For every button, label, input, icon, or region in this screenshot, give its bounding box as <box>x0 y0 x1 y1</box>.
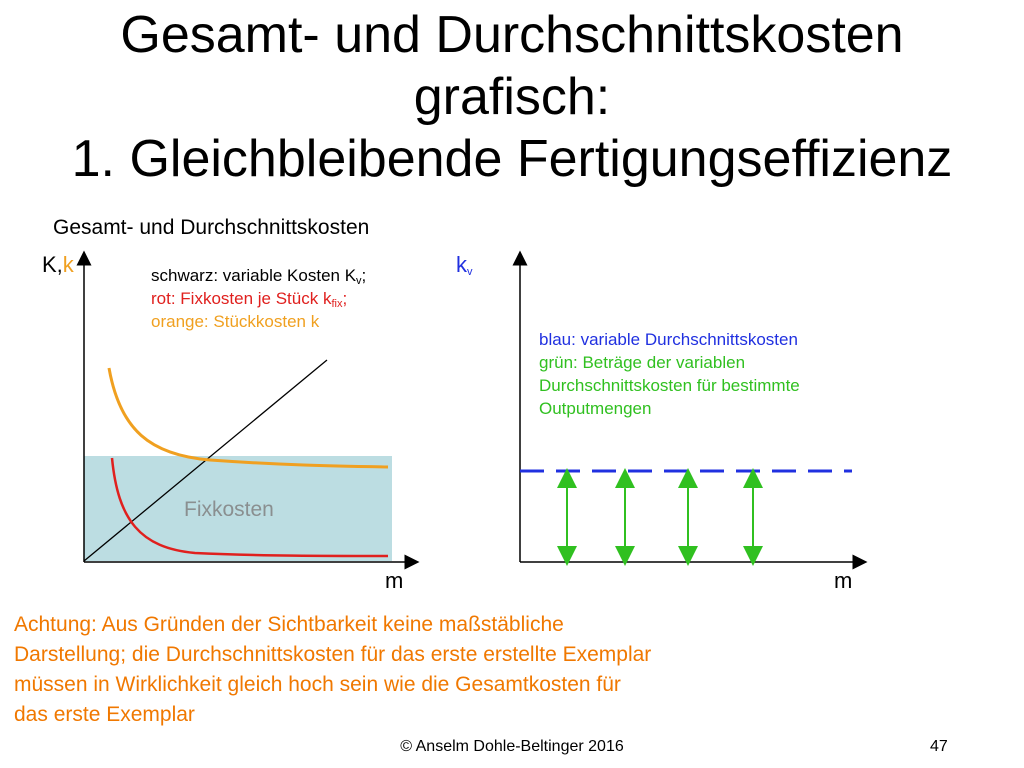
right-legend <box>539 328 800 420</box>
left-legend <box>151 264 366 333</box>
title-line-1: Gesamt- und Durchschnittskosten <box>120 6 904 64</box>
legend-black: schwarz: variable Kosten $K_v$; <box>151 266 367 287</box>
fixkosten-label: Fixkosten <box>184 498 274 521</box>
title-line-2: grafisch: <box>413 68 611 126</box>
legend-blue: blau: variable Durchschnittskosten <box>539 330 798 349</box>
note-warning: Achtung: Aus Gründen der Sichtbarkeit keine maßstäbliche Darstellung; die Durchschnittskosten für das erste erstellte Exemplar müssen in Wirklichkeit gleich hoch sein wie die Gesamtkosten für das erste Exemplar <box>14 613 652 726</box>
left-x-axis-label: m <box>385 568 404 593</box>
right-x-axis-label: m <box>834 568 853 593</box>
legend-red: rot: Fixkosten je Stück $k_{fix}$; <box>151 289 348 310</box>
y-label-K: K, <box>42 252 63 277</box>
y-label-k: k <box>62 252 74 277</box>
legend-orange: orange: Stückkosten k <box>151 312 320 331</box>
chart-subtitle: Gesamt- und Durchschnittskosten <box>53 216 370 239</box>
title-line-3: 1. Gleichbleibende Fertigungseffizienz <box>71 130 953 188</box>
unit-cost-curve <box>109 368 388 467</box>
legend-green-3: Outputmengen <box>539 399 652 418</box>
right-y-axis-label: $k_v$ <box>456 252 473 278</box>
legend-green-1: grün: Beträge der variablen <box>539 353 746 372</box>
copyright: © Anselm Dohle-Beltinger 2016 <box>400 738 624 755</box>
legend-green-2: Durchschnittskosten für bestimmte <box>539 376 800 395</box>
page-number: 47 <box>930 738 948 755</box>
left-y-axis-label <box>42 252 74 278</box>
